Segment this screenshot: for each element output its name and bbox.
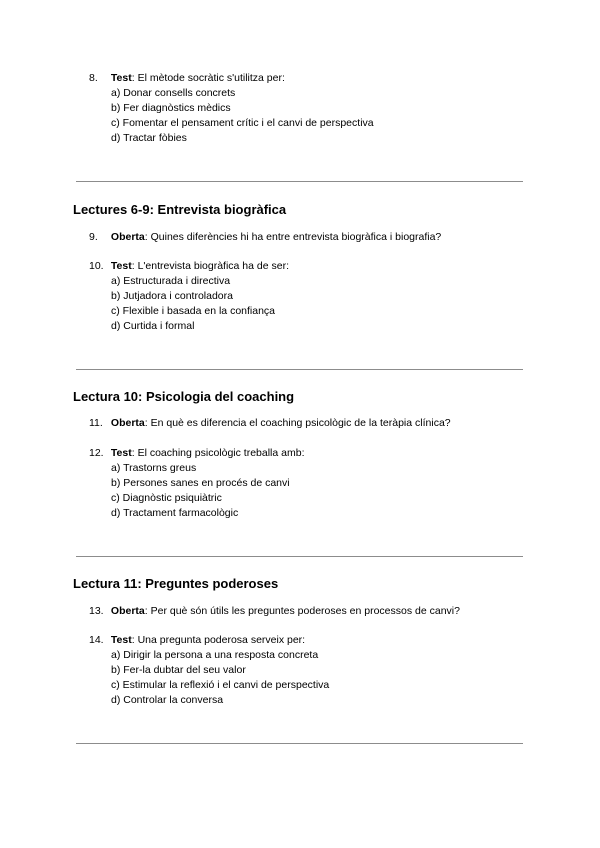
question-number: 8. <box>89 72 98 84</box>
question-type: Test <box>110 72 132 84</box>
option-c: c) Diagnòstic psiquiàtric <box>111 492 222 504</box>
question-number: 13. <box>89 605 104 617</box>
question-stem <box>89 604 460 619</box>
question-stem <box>89 416 451 431</box>
option-d: d) Controlar la conversa <box>111 694 224 706</box>
option-a: a) Trastorns greus <box>111 462 197 474</box>
section-divider <box>76 369 523 370</box>
question-type: Oberta <box>110 417 145 429</box>
section-heading: Lectura 10: Psicologia del coaching <box>73 389 295 404</box>
section-divider <box>76 181 523 182</box>
option-d: d) Curtida i formal <box>111 320 195 332</box>
question-type: Oberta <box>110 605 145 617</box>
question-stem <box>89 230 441 245</box>
question-13 <box>89 604 460 619</box>
question-type: Test <box>110 260 132 272</box>
question-number: 11. <box>89 417 103 429</box>
option-b: b) Fer-la dubtar del seu valor <box>111 664 246 676</box>
question-text: : En què es diferencia el coaching psicològic de la teràpia clínica? <box>144 417 451 429</box>
section-divider <box>76 556 523 557</box>
question-stem <box>89 259 289 274</box>
option-b: b) Jutjadora i controladora <box>111 290 233 302</box>
section-heading: Lectura 11: Preguntes poderoses <box>73 576 279 591</box>
option-a: a) Estructurada i directiva <box>111 275 231 287</box>
option-c: c) Estimular la reflexió i el canvi de perspectiva <box>111 679 330 691</box>
question-10 <box>89 259 289 334</box>
option-b: b) Fer diagnòstics mèdics <box>111 102 231 114</box>
question-stem <box>89 71 374 86</box>
option-c: c) Fomentar el pensament crític i el canvi de perspectiva <box>111 117 374 129</box>
question-type: Oberta <box>110 231 145 243</box>
question-9 <box>89 230 441 245</box>
question-8 <box>89 71 374 146</box>
question-number: 14. <box>89 634 104 646</box>
question-12 <box>89 446 305 521</box>
question-text: : Una pregunta poderosa serveix per: <box>131 634 306 646</box>
option-list <box>89 86 374 146</box>
question-stem <box>89 446 305 461</box>
question-text: : El coaching psicològic treballa amb: <box>131 447 305 459</box>
option-c: c) Flexible i basada en la confiança <box>111 305 276 317</box>
section-divider <box>76 743 523 744</box>
option-a: a) Dirigir la persona a una resposta concreta <box>111 649 319 661</box>
option-b: b) Persones sanes en procés de canvi <box>111 477 290 489</box>
option-d: d) Tractar fòbies <box>111 132 187 144</box>
question-number: 9. <box>89 231 98 243</box>
question-text: : Per què són útils les preguntes poderoses en processos de canvi? <box>144 605 460 617</box>
question-number: 12. <box>89 447 104 459</box>
section-heading: Lectures 6-9: Entrevista biogràfica <box>73 202 287 217</box>
question-11 <box>89 416 451 431</box>
option-list <box>89 461 305 521</box>
option-a: a) Donar consells concrets <box>111 87 236 99</box>
question-14 <box>89 633 329 708</box>
question-text: : L'entrevista biogràfica ha de ser: <box>131 260 289 272</box>
option-d: d) Tractament farmacològic <box>111 507 239 519</box>
question-type: Test <box>110 447 132 459</box>
question-text: : Quines diferències hi ha entre entrevista biogràfica i biografia? <box>144 231 442 243</box>
option-list <box>89 648 329 708</box>
question-text: : El mètode socràtic s'utilitza per: <box>131 72 285 84</box>
option-list <box>89 274 289 334</box>
question-stem <box>89 633 329 648</box>
question-type: Test <box>110 634 132 646</box>
question-number: 10. <box>89 260 104 272</box>
